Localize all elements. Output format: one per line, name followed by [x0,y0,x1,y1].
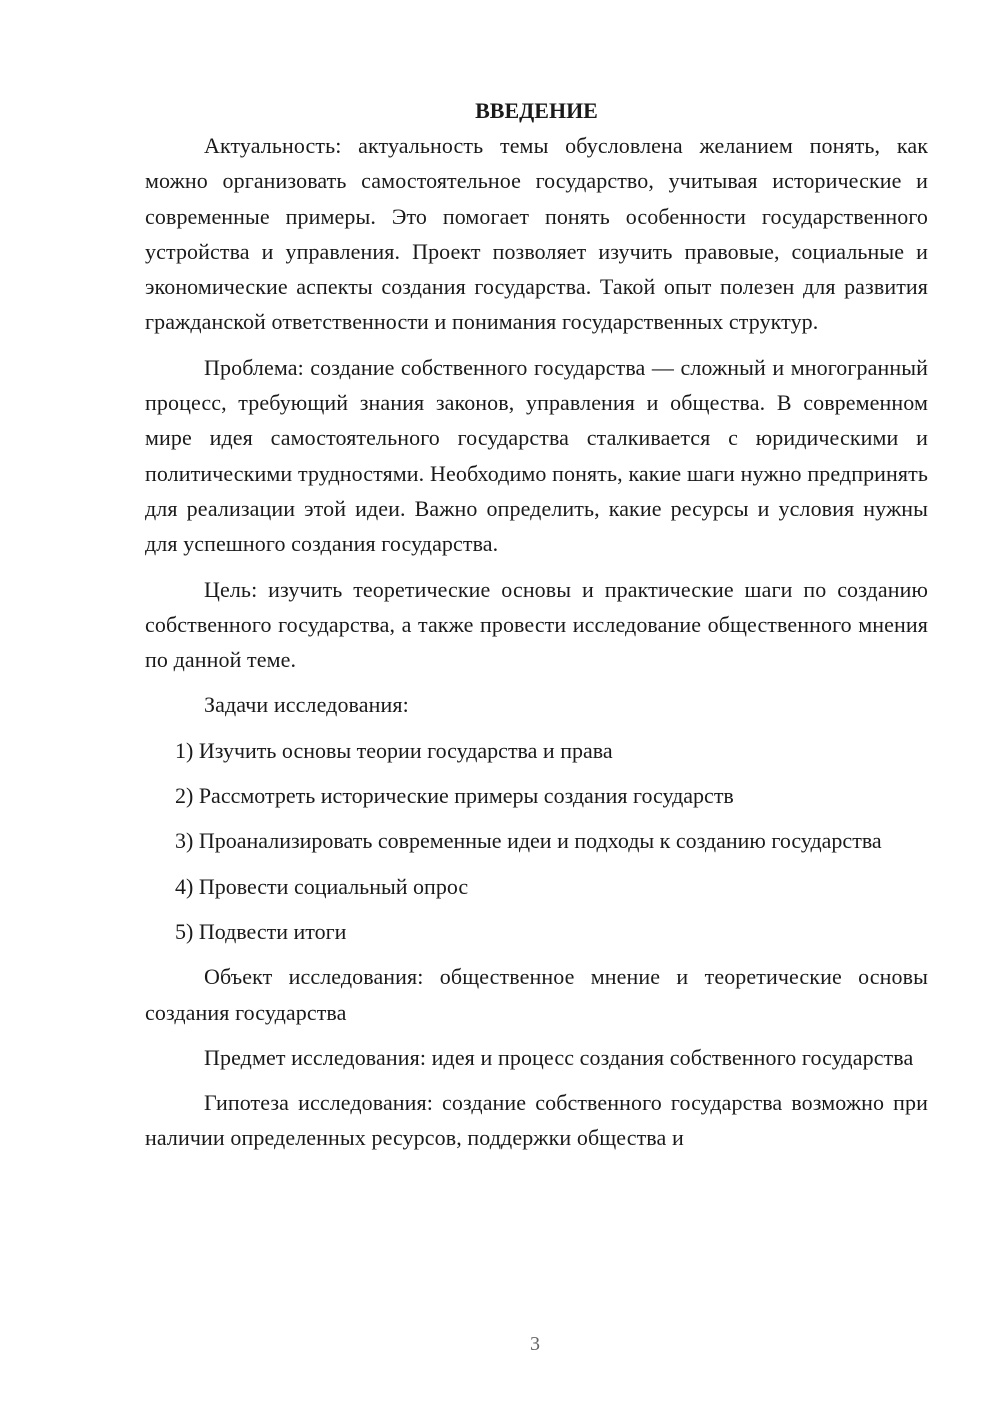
tasks-title: Задачи исследования: [204,692,409,718]
document-page [145,93,928,1166]
task-item-3: 3) Проанализировать современные идеи и подходы к созданию государства [175,828,882,854]
task-item-1: 1) Изучить основы теории государства и права [175,737,613,763]
problem-paragraph: Проблема: создание собственного государства — сложный и многогранный процесс, требующий знания законов, управления и общества. В современном мире идея самостоятельного государства сталкивается с юридическими и политическими трудностями. Необходимо понять, какие шаги нужно предпринять для реализации этой идеи. Важно определить, какие ресурсы и условия нужны для успешного создания государства. [145,354,928,557]
task-item-2: 2) Рассмотреть исторические примеры создания государств [175,783,734,809]
relevance-paragraph: Актуальность: актуальность темы обусловлена желанием понять, как можно организовать самостоятельное государство, учитывая исторические и современные примеры. Это помогает понять особенности государственного устройства и управления. Проект позволяет изучить правовые, социальные и экономические аспекты создания государства. Такой опыт полезен для развития гражданской ответственности и понимания государственных структур. [145,133,928,335]
task-item-5: 5) Подвести итоги [175,918,347,944]
subject-paragraph: Предмет исследования: идея и процесс создания собственного государства [204,1044,914,1070]
hypothesis-paragraph: Гипотеза исследования: создание собственного государства возможно при наличии определенных ресурсов, поддержки общества и [145,1090,928,1151]
object-paragraph: Объект исследования: общественное мнение и теоретические основы создания государства [145,964,928,1025]
task-item-4: 4) Провести социальный опрос [175,873,469,899]
page-number: 3 [530,1333,540,1355]
section-heading: ВВЕДЕНИЕ [475,98,598,123]
goal-paragraph: Цель: изучить теоретические основы и практические шаги по созданию собственного государства, а также провести исследование общественного мнения по данной теме. [145,576,928,673]
